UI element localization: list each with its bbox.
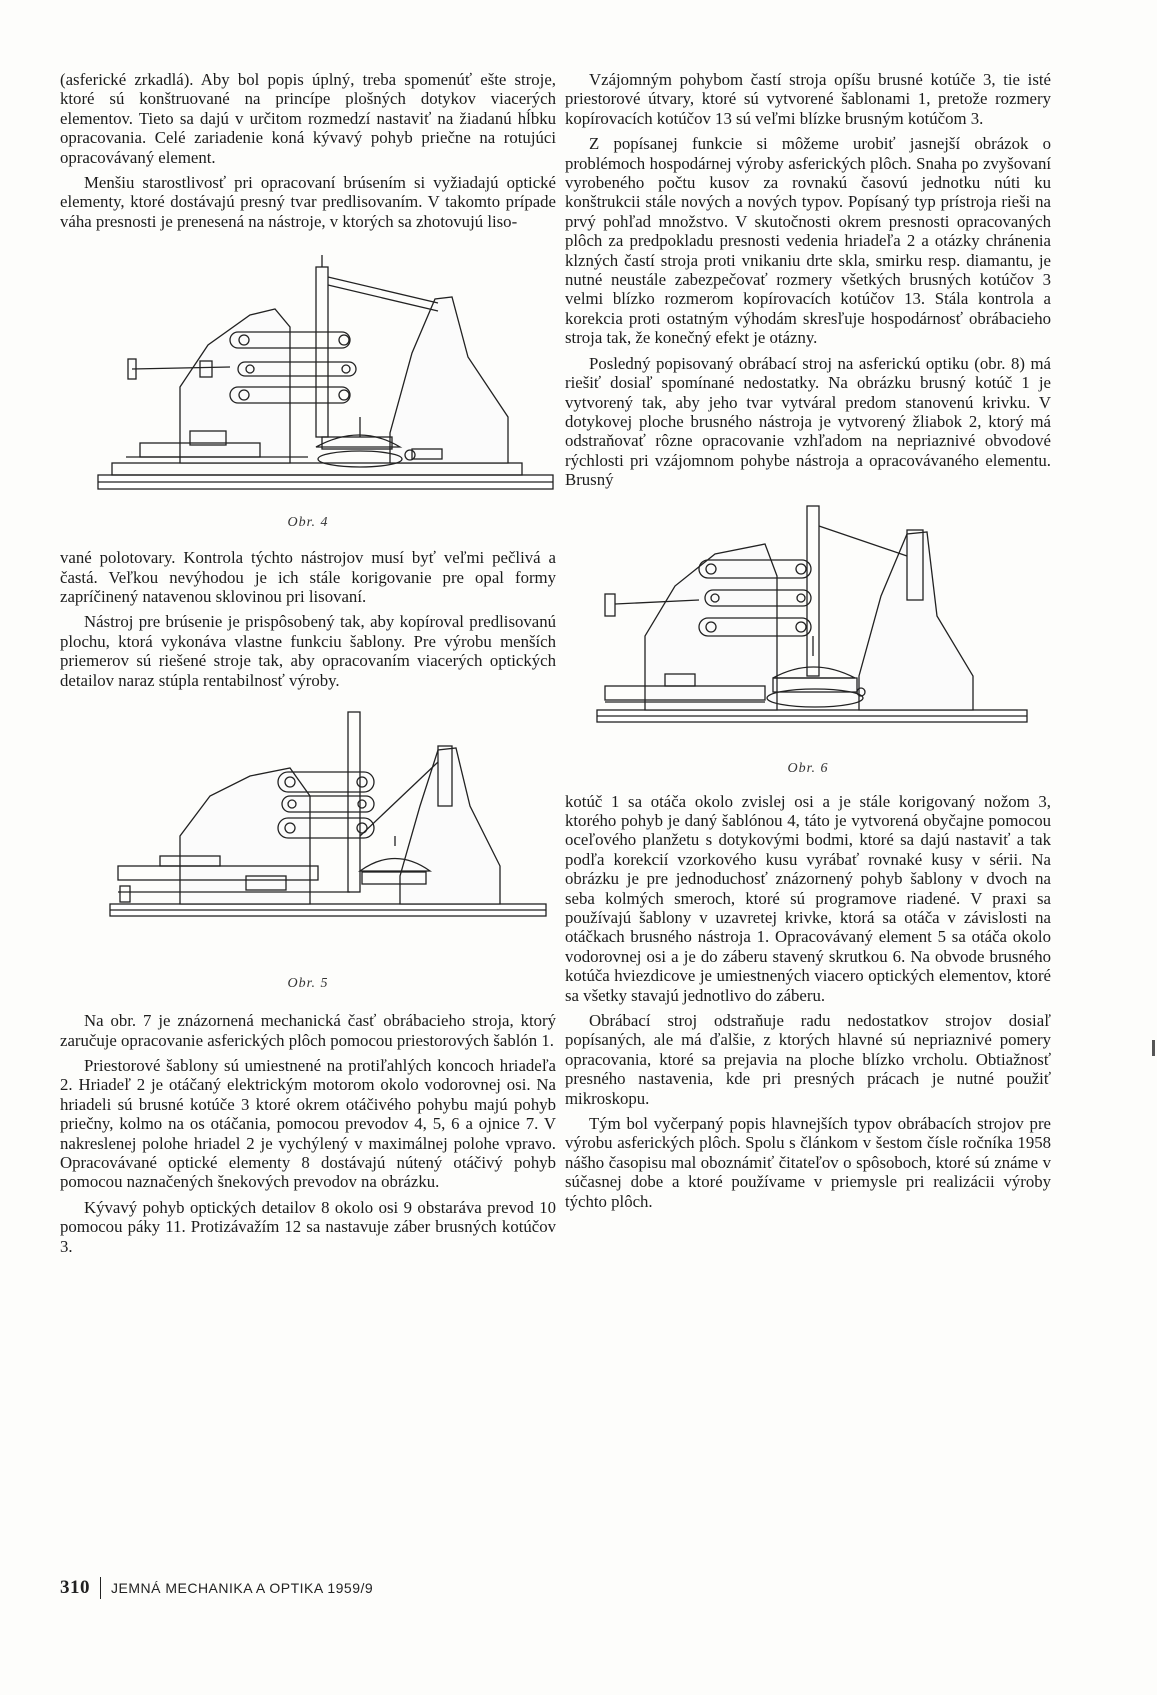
footer-divider xyxy=(100,1577,101,1599)
paragraph: Priestorové šablony sú umiestnené na protiľahlých koncoch hriadeľa 2. Hriadeľ 2 je otáčaný elektrickým motorom okolo vodorovnej osi. Na hriadeli sú brusné kotúče 3 ktoré okrem otáčivého pohybu majú pohyb priečny, kolmo na os otáčania, pomocou prevodov 4, 5, 6 a ojnice 7. V nakreslenej polohe hriadel 2 je vychýlený v maximálnej polohe vpravo. Opracovávané optické elementy 8 dostávajú nútený otáčivý pohyb pomocou naznačených šnekových prevodov na obrázku. xyxy=(60,1055,556,1192)
machine-drawing-fig6 xyxy=(565,496,1051,761)
paragraph: Kývavý pohyb optických detailov 8 okolo osi 9 obstaráva prevod 10 pomocou páky 11. Protizávažím 12 sa nastavuje záber brusných kotúčov 3. xyxy=(60,1197,556,1256)
paragraph: Posledný popisovaný obrábací stroj na asferickú optiku (obr. 8) má riešiť dosiaľ spomínané nedostatky. Na obrázku brusný kotúč 1 je vytvorený tak, aby jeho tvar vytváral predom stanovenú krivku. V dotykovej ploche brusného nástroja je vytvorený žliabok 2, ktorý má odstraňovať rôzne opracovanie vzhľadom na nepriaznivé obvodové rýchlosti pri vzájomnom pohybe nástroja a opracovávaného elementu. Brusný xyxy=(565,353,1051,490)
machine-drawing-fig4 xyxy=(60,237,556,515)
paragraph: Tým bol vyčerpaný popis hlavnejších typov obrábacích strojov pre výrobu asferických plôch. Spolu s článkom v šestom čísle ročníka 1958 nášho časopisu mal oboznámiť čitateľov o spôsoboch, ktoré sú známe v súčasnej dobe a ktoré používame v priemysle pri realizácii výroby týchto plôch. xyxy=(565,1114,1051,1211)
left-column xyxy=(60,70,556,1262)
figure-caption: Obr. 4 xyxy=(287,515,329,531)
scan-edge-mark xyxy=(1152,1040,1155,1056)
paragraph: (asferické zrkadlá). Aby bol popis úplný, treba spomenúť ešte stroje, ktoré sú konštruované na princípe plošných dotykov viacerých elementov. Tieto sa dajú v určitom rozmedzí nastaviť na žiadanú hĺbku opracovania. Celé zariadenie koná kývavý pohyb priečne na rotujúci opracovávaný element. xyxy=(60,70,556,167)
paragraph: Obrábací stroj odstraňuje radu nedostatkov strojov dosiaľ popísaných, ale má ďalšie, z ktorých hlavné sú nepriaznivé pomery opracovania, ktoré sa prejavia na ploche blízko vrcholu. Obtiažnosť presného nastavenia, kde pri presných prácach je nutné použiť mikroskopu. xyxy=(565,1011,1051,1108)
figure-6 xyxy=(565,496,1051,786)
page-footer xyxy=(60,1577,373,1599)
right-column xyxy=(565,70,1051,1217)
paragraph: Na obr. 7 je znázornená mechanická časť obrábacieho stroja, ktorý zaručuje opracovanie asferických plôch pomocou priestorových šablón 1. xyxy=(60,1011,556,1050)
paragraph: Z popísanej funkcie si môžeme urobiť jasnejší obrázok o problémoch hospodárnej výroby asferických plôch. Snaha po zvyšovaní vyrobeného počtu kusov za rovnakú časovú jednotku núti ku konštrukcii stále nových a nových typov. Popísaný typ prístroja rieši na prvý pohľad množstvo. V skutočnosti okrem presnosti opracovaných plôch za predpokladu presnosti vedenia hriadeľa 2 a otázky chránenia klzných častí stroja proti vnikaniu drte skla, smirku resp. diamantu, je nutné neustále zabezpečovať rozmery všetkých brusných kotúčov 3 velmi blízko rozmerom kopírovacích kotúčov 13. Stála kontrola a korekcia proti ostatným výhodám skresľuje hospodárnosť obrábacieho stroja tak, že konečný efekt je otázny. xyxy=(565,134,1051,348)
paragraph: Nástroj pre brúsenie je prispôsobený tak, aby kopíroval predlisovanú plochu, ktorá vykonáva vlastne funkciu šablony. Pre výrobu menších priemerov sú riešené stroje tak, aby opracovaním viacerých optických detailov naraz stúpla rentabilnosť výroby. xyxy=(60,612,556,690)
paragraph: kotúč 1 sa otáča okolo zvislej osi a je stále korigovaný nožom 3, ktorého pohyb je daný šablónou 4, táto je vytvorená obyčajne pomocou oceľového planžetu s dotykovými bodmi, ktoré sa dajú nastaviť a tak podľa korekcií vzorkového kusu vyrábať rovnaké kusy v sérii. Na obrázku je pre jednoduchosť znázornený pohyb šablony v dvoch na seba kolmých smeroch, ktoré sú programove riadené. V praxi sa používajú šablony v uzavretej krivke, ktorá sa otáča v závislosti na otáčkach brusného nástroja 1. Opracovávaný element 5 sa otáča okolo vodorovnej osi a je do záberu stavený skrutkou 6. Na obvode brusného kotúča hviezdicove je umiestnených viacero optických elementov, ktoré sa všetky stavajú jednotlivo do záberu. xyxy=(565,791,1051,1005)
figure-caption: Obr. 5 xyxy=(287,976,329,992)
paragraph: Menšiu starostlivosť pri opracovaní brúsením si vyžiadajú optické elementy, ktoré dostávajú presný tvar predlisovaním. V takomto prípade váha presnosti je prenesená na nástroje, v ktorých sa zhotovujú liso- xyxy=(60,173,556,231)
figure-4 xyxy=(60,237,556,542)
figure-caption: Obr. 6 xyxy=(787,760,829,776)
machine-drawing-fig5 xyxy=(60,696,556,976)
page-number: 310 xyxy=(60,1577,90,1598)
figure-5 xyxy=(60,696,556,1001)
journal-title: JEMNÁ MECHANIKA A OPTIKA 1959/9 xyxy=(111,1580,374,1596)
paragraph: vané polotovary. Kontrola týchto nástrojov musí byť veľmi pečlivá a častá. Veľkou nevýhodou je ich stále korigovanie pre opal formy zapríčinený natavenou sklovinou pri lisovaní. xyxy=(60,548,556,607)
paragraph: Vzájomným pohybom častí stroja opíšu brusné kotúče 3, tie isté priestorové útvary, ktoré sú vytvorené šablonami 1, pretože rozmery kopírovacích kotúčov 13 sú veľmi blízke brusným kotúčom 3. xyxy=(565,70,1051,128)
